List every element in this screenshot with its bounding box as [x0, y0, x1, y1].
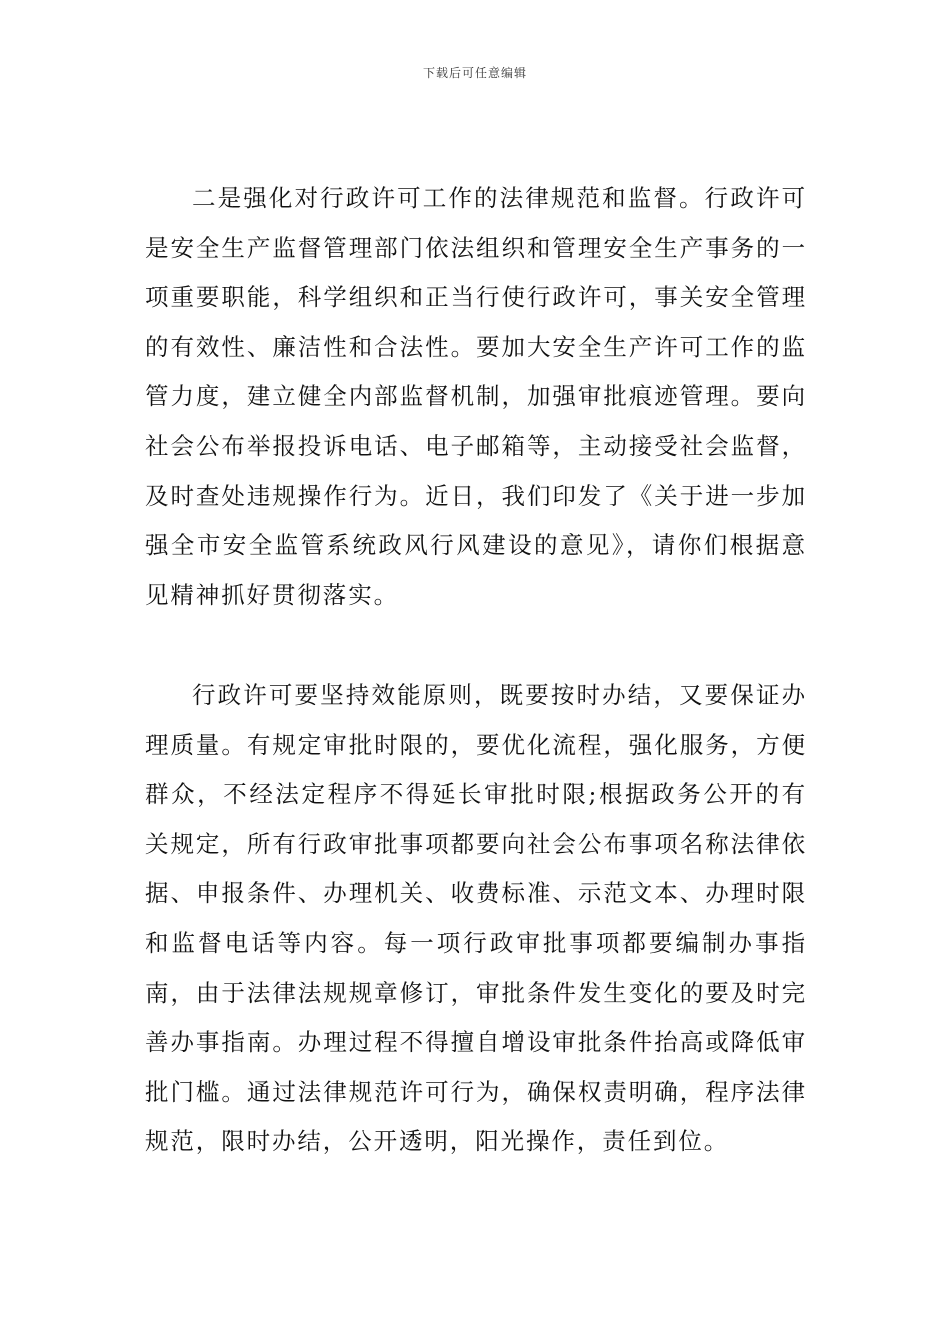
page-header-note: 下载后可任意编辑: [422, 66, 527, 80]
body-paragraph-1: [145, 174, 807, 620]
paragraph-text: 行政许可要坚持效能原则，既要按时办结，又要保证办理质量。有规定审批时限的，要优化流程，强化服务，方便群众，不经法定程序不得延长审批时限;根据政务公开的有关规定，所有行政审批事项都要向社会公布事项名称法律依据、申报条件、办理机关、收费标准、示范文本、办理时限和监督电话等内容。每一项行政审批事项都要编制办事指南，由于法律法规规章修订，审批条件发生变化的要及时完善办事指南。办理过程不得擅自增设审批条件抬高或降低审批门槛。通过法律规范许可行为，确保权责明确，程序法律规范，限时办结，公开透明，阳光操作，责任到位。: [145, 681, 807, 1156]
body-paragraph-2: [145, 671, 807, 1167]
paragraph-text: 二是强化对行政许可工作的法律规范和监督。行政许可是安全生产监督管理部门依法组织和管理安全生产事务的一项重要职能，科学组织和正当行使行政许可，事关安全管理的有效性、廉洁性和合法性。要加大安全生产许可工作的监管力度，建立健全内部监督机制，加强审批痕迹管理。要向社会公布举报投诉电话、电子邮箱等，主动接受社会监督，及时查处违规操作行为。近日，我们印发了《关于进一步加强全市安全监管系统政风行风建设的意见》，请你们根据意见精神抓好贯彻落实。: [145, 184, 807, 609]
